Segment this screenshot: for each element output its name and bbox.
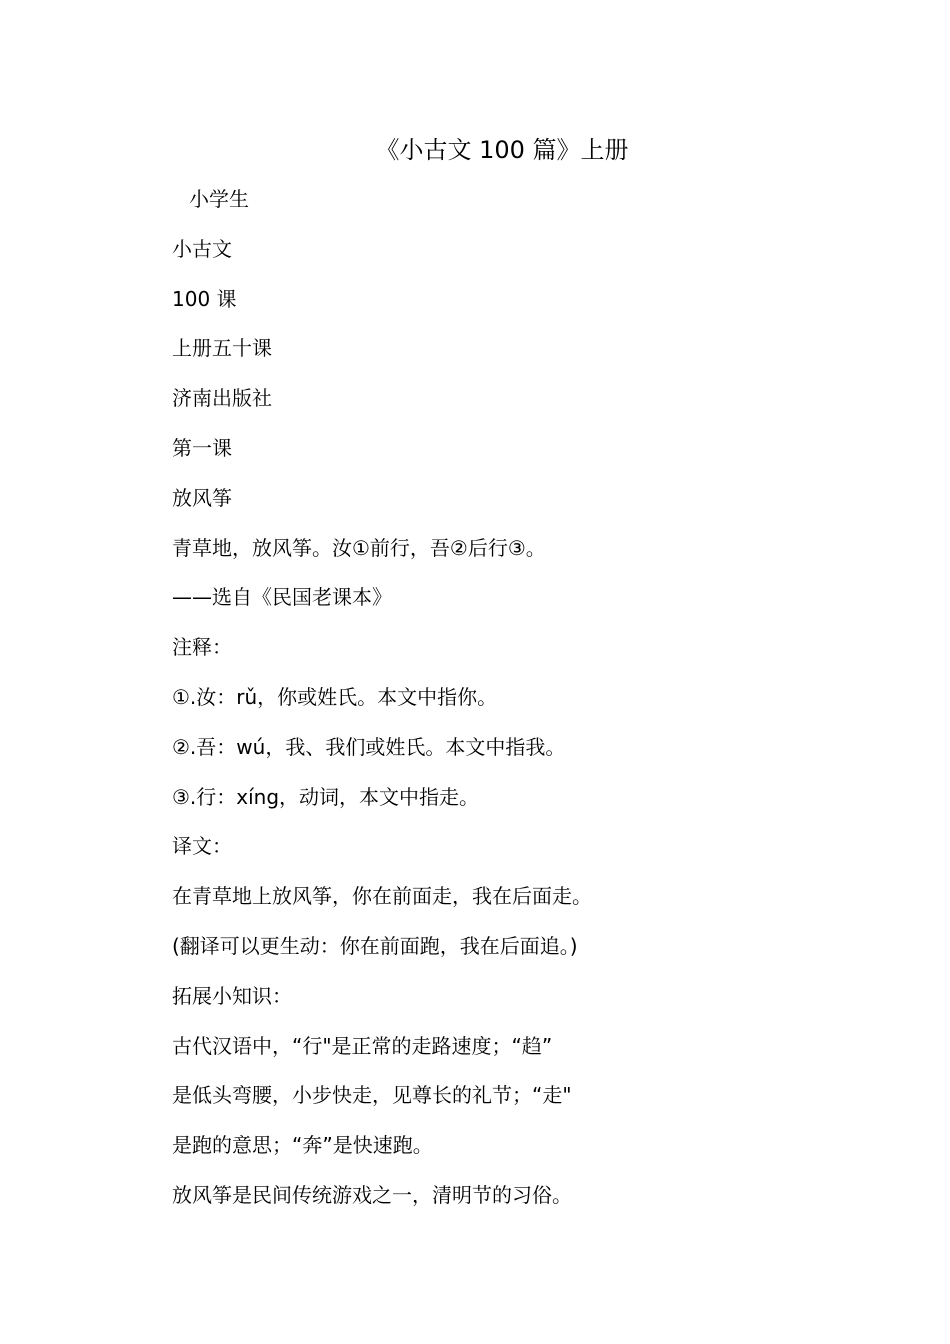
lesson-text: 青草地，放风筝。汝①前行，吾②后行③。 — [172, 535, 546, 560]
text-line: 100 课 — [172, 286, 237, 311]
lesson-heading: 第一课 — [172, 435, 232, 460]
extension-text: 古代汉语中，“行"是正常的走路速度；“趋” — [172, 1033, 553, 1058]
text-line: 上册五十课 — [172, 336, 272, 361]
extension-text: 是跑的意思；“奔”是快速跑。 — [172, 1133, 433, 1158]
lesson-title: 放风筝 — [172, 485, 232, 510]
source-line: ——选自《民国老课本》 — [172, 585, 392, 610]
translation-text: 在青草地上放风筝，你在前面走，我在后面走。 — [172, 884, 592, 909]
extension-heading: 拓展小知识： — [172, 983, 292, 1008]
text-line: 小学生 — [189, 187, 249, 211]
notes-heading: 注释： — [172, 635, 232, 660]
document-title: 《小古文 100 篇》上册 — [375, 136, 629, 164]
extension-text: 放风筝是民间传统游戏之一，清明节的习俗。 — [172, 1182, 572, 1207]
text-line: 济南出版社 — [172, 386, 272, 411]
note-item: ②.吾：wú，我、我们或姓氏。本文中指我。 — [172, 734, 566, 759]
note-item: ①.汝：rǔ，你或姓氏。本文中指你。 — [172, 684, 498, 709]
document-body — [172, 182, 872, 1228]
text-line: 小古文 — [172, 236, 232, 261]
translation-heading: 译文： — [172, 834, 232, 859]
note-item: ③.行：xíng，动词，本文中指走。 — [172, 784, 480, 809]
extension-text: 是低头弯腰，小步快走，见尊长的礼节；“走" — [172, 1083, 572, 1108]
translation-text: (翻译可以更生动：你在前面跑，我在后面追。) — [172, 933, 578, 958]
